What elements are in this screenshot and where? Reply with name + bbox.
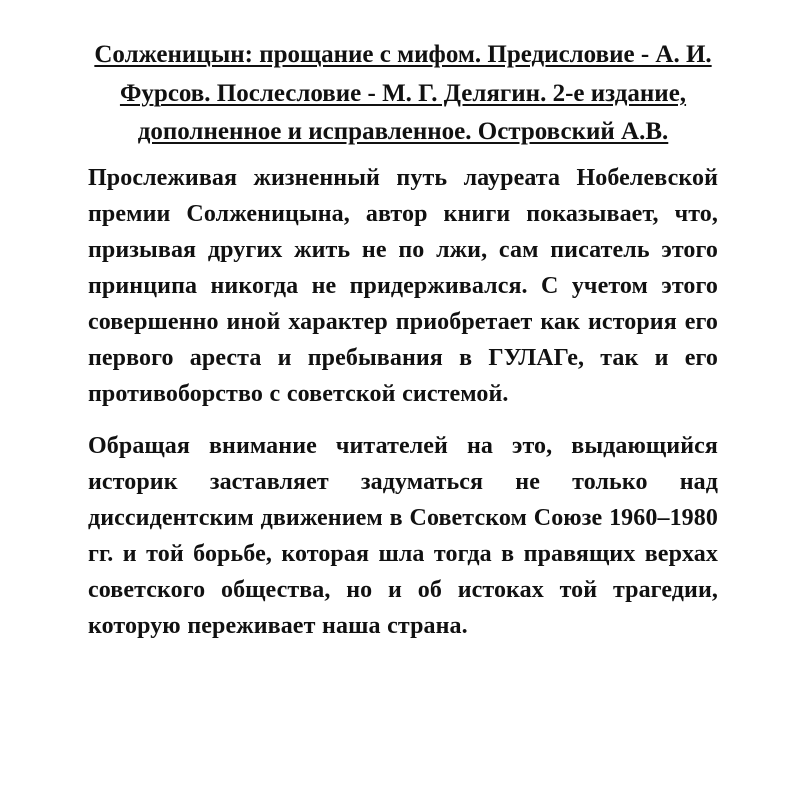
description-paragraph-2: Обращая внимание читателей на это, выдающийся историк заставляет задуматься не только над диссидентским движением в Советском Союзе 1960–1980 гг. и той борьбе, которая шла тогда в правящих верхах советского общества, но и об истоках той трагедии, которую переживает наша страна.	[88, 432, 718, 639]
book-title: Солженицын: прощание с мифом. Предисловие - А. И. Фурсов. Послесловие - М. Г. Делягин. 2-е издание, дополненное и исправленное. Островский А.В.	[94, 41, 712, 145]
description-paragraph-1: Прослеживая жизненный путь лауреата Нобелевской премии Солженицына, автор книги показывает, что, призывая других жить не по лжи, сам писатель этого принципа никогда не придерживался. С учетом этого совершенно иной характер приобретает как история его первого ареста и пребывания в ГУЛАГе, так и его противоборство с советской системой.	[88, 164, 718, 407]
